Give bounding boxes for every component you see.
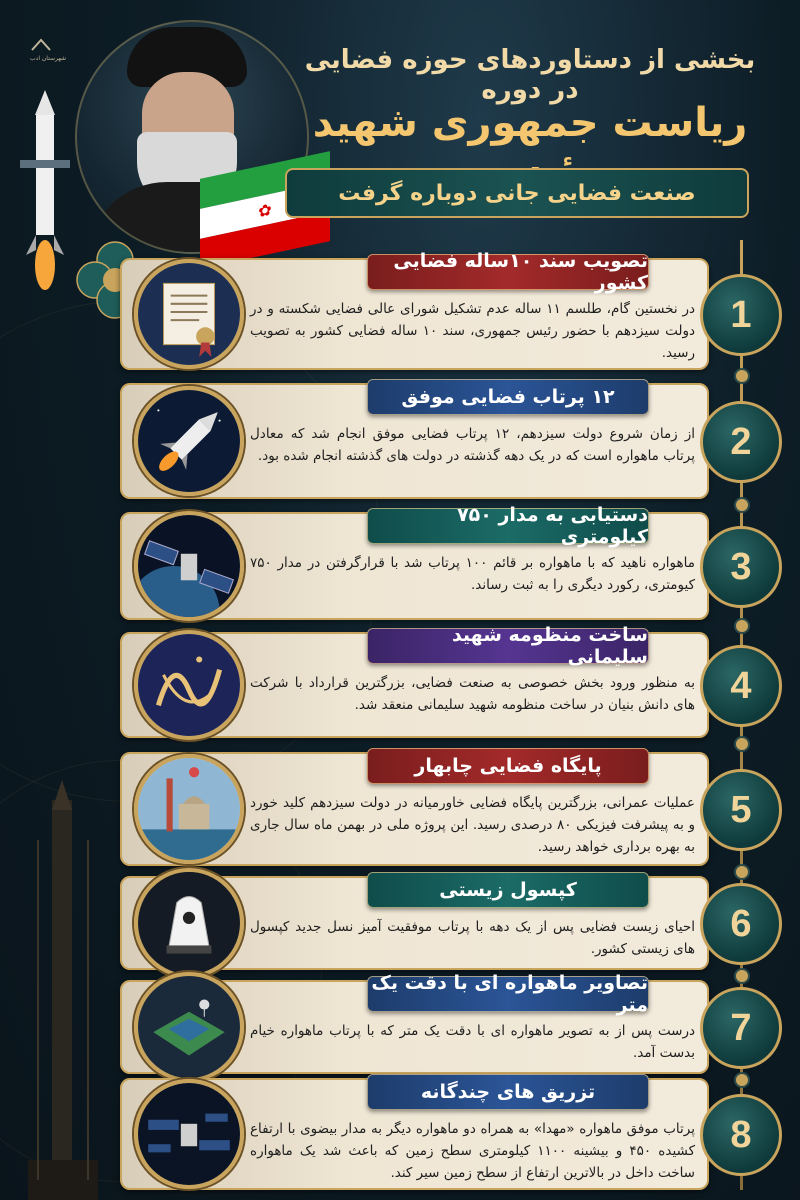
subtitle-text: صنعت فضایی جانی دوباره گرفت [338, 180, 696, 206]
card-title: کپسول زیستی [367, 872, 649, 908]
title-line-2: ریاست جمهوری شهید [312, 100, 748, 146]
rocket-launch-icon [20, 90, 70, 290]
timeline-dot [734, 1072, 750, 1088]
card-title: پایگاه فضایی چابهار [367, 748, 649, 784]
satellite-icon [134, 511, 244, 621]
step-number-badge: 4 [700, 645, 782, 727]
card-title: دستیابی به مدار ۷۵۰ کیلومتری [367, 508, 649, 544]
timeline-dot [734, 368, 750, 384]
card-description: عملیات عمرانی، بزرگترین پایگاه فضایی خاورمیانه در دولت سیزدهم کلید خورد و به پیشرفت فیزیکی ۸۰ درصدی رسید. این پروژه ملی در بهمن ماه سال جاری به بهره برداری خواهد رسید. [250, 795, 695, 855]
step-number-badge: 1 [700, 274, 782, 356]
achievement-card [120, 624, 709, 738]
timeline-dot [734, 618, 750, 634]
achievement-card [120, 876, 709, 970]
card-title: ساخت منظومه شهید سلیمانی [367, 628, 649, 664]
card-title: تصویب سند ۱۰ساله فضایی کشور [367, 254, 649, 290]
card-description: درست پس از به تصویر ماهواره ای با دقت یک متر که با پرتاب ماهواره خیام بدست آمد. [250, 1023, 695, 1061]
achievement-card [120, 972, 709, 1074]
logo [30, 38, 67, 62]
card-title: ۱۲ پرتاب فضایی موفق [367, 379, 649, 415]
spaceport-icon [134, 754, 244, 864]
card-description: در نخستین گام، طلسم ۱۱ ساله عدم تشکیل شورای عالی فضایی شکسته و در دولت سیزدهم با حضور رئیس جمهوری، سند ۱۰ ساله فضایی کشور به تصویب رسید. [250, 301, 696, 361]
calligraphy-icon [134, 630, 244, 740]
step-number-badge: 5 [700, 769, 782, 851]
achievement-card [120, 1078, 709, 1190]
card-description: از زمان شروع دولت سیزدهم، ۱۲ پرتاب فضایی موفق انجام شد که معادل پرتاب ماهواره است که در یک دهه گذشته در دولت های گذشته انجام شده بود. [250, 426, 696, 464]
card-description: به منظور ورود بخش خصوصی به صنعت فضایی، بزرگترین قرارداد با شرکت های دانش بنیان در ساخت منظومه شهید سلیمانی منعقد شد. [250, 675, 695, 713]
step-number-badge: 7 [700, 987, 782, 1069]
title-line-1: بخشی از دستاوردهای حوزه فضایی در دوره [304, 45, 756, 105]
step-number-badge: 3 [700, 526, 782, 608]
capsule-icon [134, 868, 244, 978]
iran-flag-icon: ✿ [200, 151, 330, 269]
satellite-map-icon [134, 972, 244, 1082]
timeline-dot [734, 497, 750, 513]
card-description: احیای زیست فضایی پس از یک دهه با پرتاب موفقیت آمیز نسل جدید کپسول های زیستی کشور. [250, 919, 695, 957]
achievement-card [120, 504, 709, 620]
achievement-card [120, 250, 709, 370]
card-description: ماهواره ناهید که با ماهواره بر قائم ۱۰۰ پرتاب شد با قرارگرفتن در مدار ۷۵۰ کیومتری، رکورد دیگری را به ثبت رساند. [250, 555, 695, 593]
achievement-card [120, 752, 709, 866]
timeline-dot [734, 864, 750, 880]
timeline-dot [734, 736, 750, 752]
achievement-card [120, 383, 709, 499]
card-description: پرتاب موفق ماهواره «مهدا» به همراه دو ماهواره دیگر به مدار بیضوی با ارتفاع کشیده ۴۵۰ و بیشینه ۱۱۰۰ کیلومتری سطح زمین که باعث شد یک ماهواره ساخت داخل در بالاترین ارتفاع از سطح زمین سیر کند. [250, 1121, 696, 1181]
multi-satellite-icon [134, 1079, 244, 1189]
card-title: تزریق های چندگانه [367, 1074, 649, 1110]
document-seal-icon [134, 259, 244, 369]
step-number-badge: 8 [700, 1094, 782, 1176]
launch-tower-silhouette [18, 780, 108, 1200]
logo-text: شهرستان ادب [30, 55, 67, 62]
subtitle-banner [285, 168, 749, 218]
timeline-dot [734, 968, 750, 984]
rocket-icon [134, 386, 244, 496]
step-number-badge: 2 [700, 401, 782, 483]
card-title: تصاویر ماهواره ای با دقت یک متر [367, 976, 649, 1012]
step-number-badge: 6 [700, 883, 782, 965]
header [0, 0, 800, 245]
